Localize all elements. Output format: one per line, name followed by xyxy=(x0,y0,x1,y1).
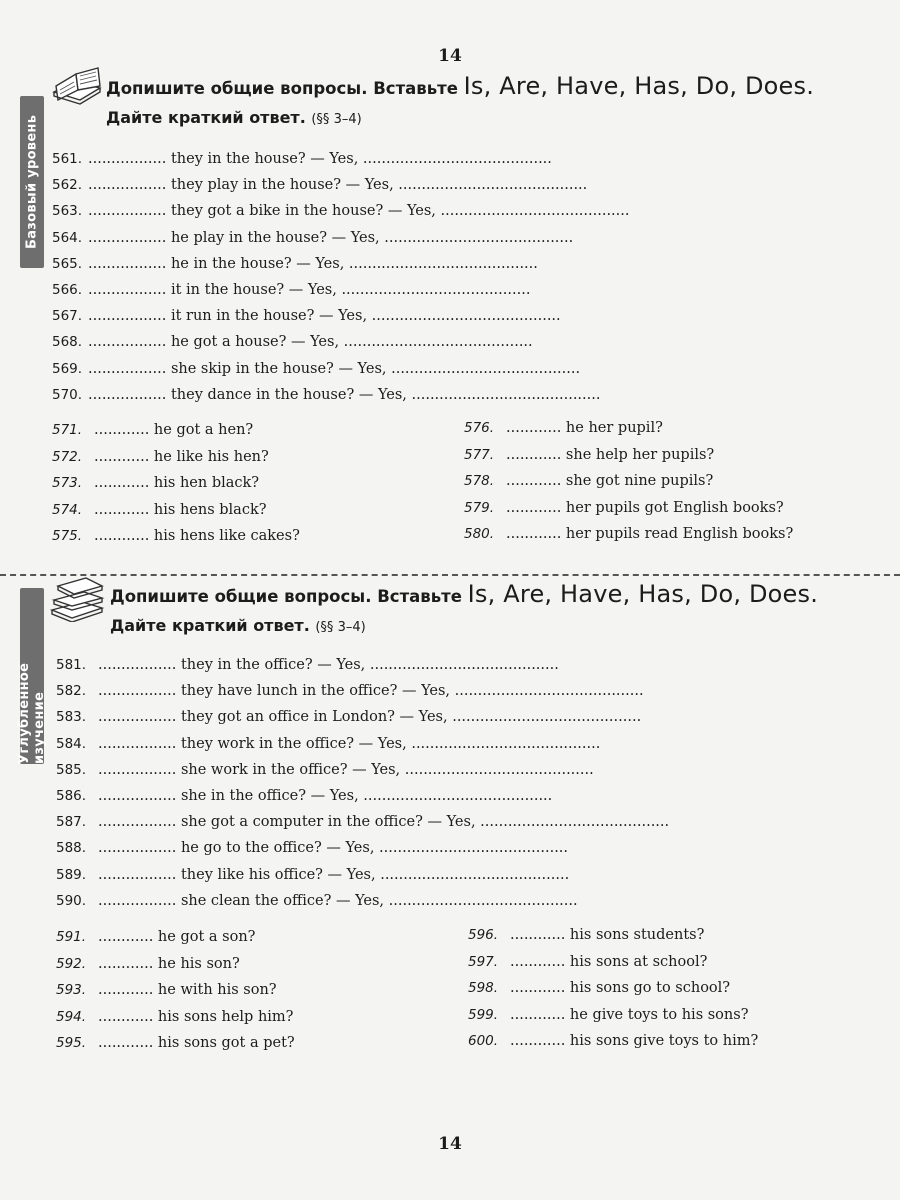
exercise-item xyxy=(52,356,630,382)
exercise-text: ................. they like his office? — Yes, ......................................... xyxy=(98,866,570,883)
exercise-item xyxy=(468,1002,758,1029)
exercise-text: ............ his sons help him? xyxy=(98,1008,294,1025)
exercise-item xyxy=(52,497,300,524)
exercise-text: ............ he got a hen? xyxy=(94,422,254,438)
exercise-number: 585. xyxy=(56,761,87,778)
exercise-item xyxy=(52,444,300,471)
exercise-heading xyxy=(110,580,818,608)
exercise-text: ................. they have lunch in the office? — Yes, ......................................... xyxy=(98,683,644,700)
exercise-number: 595. xyxy=(56,1035,87,1051)
exercise-text: ................. they got a bike in the house? — Yes, ......................................... xyxy=(88,203,630,220)
exercise-item xyxy=(56,704,669,730)
exercise-text: ................. she in the office? — Yes, ......................................... xyxy=(98,787,553,804)
exercise-text: ................. they got an office in London? — Yes, ......................................... xyxy=(98,709,642,726)
exercise-number: 563. xyxy=(52,203,83,220)
stacked-books-icon xyxy=(48,574,106,622)
exercise-text: ................. they dance in the house? — Yes, ......................................... xyxy=(88,386,601,403)
exercise-text: ................. they in the house? — Yes, ......................................... xyxy=(88,151,552,167)
exercise-number: 591. xyxy=(56,929,87,945)
exercise-text: ................. he go to the office? — Yes, ......................................... xyxy=(98,840,569,857)
exercise-number: 566. xyxy=(52,281,83,298)
exercise-number: 583. xyxy=(56,709,87,726)
exercise-number: 562. xyxy=(52,177,83,194)
exercise-number: 570. xyxy=(52,386,83,403)
exercise-item xyxy=(468,975,758,1002)
exercise-list-advanced-main xyxy=(56,652,669,914)
exercise-column-right xyxy=(464,415,793,548)
exercise-text: ................. she got a computer in the office? — Yes, ......................................... xyxy=(98,814,670,831)
exercise-text: ................. it run in the house? — Yes, ......................................... xyxy=(88,308,561,325)
exercise-item xyxy=(464,415,793,442)
exercise-number: 587. xyxy=(56,814,87,831)
section-basic-level xyxy=(0,62,900,562)
exercise-text: ............ he her pupil? xyxy=(506,420,663,436)
exercise-item xyxy=(52,198,630,224)
exercise-item xyxy=(56,757,669,783)
exercise-number: 598. xyxy=(468,980,499,996)
exercise-text: ............ her pupils read English books? xyxy=(506,526,794,542)
exercise-number: 564. xyxy=(52,229,83,246)
exercise-text: ................. they play in the house? — Yes, ......................................... xyxy=(88,177,588,194)
exercise-item xyxy=(56,977,295,1004)
exercise-text: ................. she skip in the house? — Yes, ......................................... xyxy=(88,360,581,377)
exercise-item xyxy=(56,888,669,914)
exercise-column-left xyxy=(52,417,300,550)
exercise-item xyxy=(52,225,630,251)
exercise-text: ................. they work in the office? — Yes, ......................................... xyxy=(98,735,601,752)
exercise-item xyxy=(56,1030,295,1057)
exercise-number: 590. xyxy=(56,892,87,909)
exercise-number: 571. xyxy=(52,422,83,438)
exercise-item xyxy=(468,922,758,949)
exercise-column-left xyxy=(56,924,295,1057)
exercise-text: ................. he in the house? — Yes, ......................................... xyxy=(88,255,538,272)
exercise-text: ............ his hens black? xyxy=(94,501,267,518)
exercise-item xyxy=(56,783,669,809)
exercise-text: ................. they in the office? — Yes, ......................................... xyxy=(98,657,559,673)
exercise-item xyxy=(56,1004,295,1031)
exercise-item xyxy=(464,468,793,495)
exercise-number: 597. xyxy=(468,953,499,970)
exercise-number: 579. xyxy=(464,499,495,516)
exercise-text: ............ she help her pupils? xyxy=(506,446,715,463)
exercise-number: 577. xyxy=(464,446,495,463)
side-tab-advanced-level: Углубленное изучение xyxy=(20,588,44,764)
exercise-number: 574. xyxy=(52,501,83,518)
exercise-item xyxy=(52,146,630,172)
exercise-item xyxy=(464,521,793,548)
side-tab-basic-level: Базовый уровень xyxy=(20,96,44,268)
page-number-bottom: 14 xyxy=(438,1134,462,1154)
exercise-number: 593. xyxy=(56,982,87,998)
exercise-number: 588. xyxy=(56,840,87,857)
exercise-item xyxy=(52,417,300,444)
exercise-item xyxy=(52,172,630,198)
exercise-number: 600. xyxy=(468,1033,499,1049)
exercise-column-right xyxy=(468,922,758,1055)
exercise-number: 567. xyxy=(52,308,83,325)
exercise-number: 582. xyxy=(56,683,87,700)
page-number-top: 14 xyxy=(438,46,462,66)
exercise-text: ............ he give toys to his sons? xyxy=(510,1006,749,1023)
exercise-text: ............ she got nine pupils? xyxy=(506,473,714,489)
exercise-text: ............ he got a son? xyxy=(98,929,256,945)
exercise-list-basic-main xyxy=(52,146,630,408)
exercise-item xyxy=(52,251,630,277)
exercise-item xyxy=(52,523,300,550)
exercise-number: 584. xyxy=(56,735,87,752)
exercise-number: 576. xyxy=(464,420,495,436)
exercise-number: 586. xyxy=(56,787,87,804)
subheading-reference: (§§ 3–4) xyxy=(315,620,366,635)
exercise-number: 589. xyxy=(56,866,87,883)
exercise-item xyxy=(52,382,630,408)
exercise-item xyxy=(56,809,669,835)
exercise-number: 596. xyxy=(468,927,499,943)
exercise-text: ............ he with his son? xyxy=(98,982,277,998)
exercise-item xyxy=(52,329,630,355)
exercise-text: ............ his hens like cakes? xyxy=(94,528,300,544)
exercise-item xyxy=(52,277,630,303)
exercise-text: ............ his hen black? xyxy=(94,475,260,491)
exercise-number: 581. xyxy=(56,657,87,673)
exercise-number: 569. xyxy=(52,360,83,377)
heading-instruction: Допишите общие вопросы. Вставьте xyxy=(106,79,458,98)
exercise-item xyxy=(56,652,669,678)
exercise-subheading xyxy=(110,616,366,635)
exercise-number: 578. xyxy=(464,473,495,489)
exercise-number: 599. xyxy=(468,1006,499,1023)
exercise-text: ................. she work in the office? — Yes, ......................................... xyxy=(98,761,594,778)
exercise-number: 572. xyxy=(52,448,83,465)
subheading-instruction: Дайте краткий ответ. xyxy=(110,616,310,635)
heading-word-list: Is, Are, Have, Has, Do, Does. xyxy=(463,72,815,100)
exercise-item xyxy=(56,731,669,757)
exercise-text: ............ his sons at school? xyxy=(510,953,708,970)
exercise-number: 575. xyxy=(52,528,83,544)
exercise-number: 592. xyxy=(56,955,87,972)
exercise-number: 565. xyxy=(52,255,83,272)
subheading-reference: (§§ 3–4) xyxy=(311,112,362,127)
exercise-text: ............ her pupils got English books? xyxy=(506,499,784,516)
exercise-item xyxy=(52,303,630,329)
exercise-number: 594. xyxy=(56,1008,87,1025)
exercise-text: ............ his sons students? xyxy=(510,927,705,943)
exercise-text: ................. it in the house? — Yes, ......................................... xyxy=(88,281,531,298)
exercise-item xyxy=(56,678,669,704)
section-advanced-level xyxy=(0,572,900,1072)
exercise-text: ............ his sons got a pet? xyxy=(98,1035,295,1051)
exercise-item xyxy=(56,951,295,978)
heading-instruction: Допишите общие вопросы. Вставьте xyxy=(110,587,462,606)
exercise-item xyxy=(56,835,669,861)
subheading-instruction: Дайте краткий ответ. xyxy=(106,108,306,127)
open-book-icon xyxy=(48,62,106,110)
exercise-text: ............ his sons give toys to him? xyxy=(510,1033,759,1049)
heading-word-list: Is, Are, Have, Has, Do, Does. xyxy=(467,580,819,608)
exercise-item xyxy=(56,862,669,888)
exercise-heading xyxy=(106,72,814,100)
exercise-number: 561. xyxy=(52,151,83,167)
exercise-number: 580. xyxy=(464,526,495,542)
exercise-text: ................. he got a house? — Yes, ......................................... xyxy=(88,334,533,351)
exercise-number: 573. xyxy=(52,475,83,491)
exercise-number: 568. xyxy=(52,334,83,351)
exercise-subheading xyxy=(106,108,362,127)
exercise-item xyxy=(464,442,793,469)
exercise-item xyxy=(468,949,758,976)
exercise-text: ............ he his son? xyxy=(98,955,240,972)
exercise-item xyxy=(56,924,295,951)
exercise-text: ................. she clean the office? — Yes, ......................................... xyxy=(98,892,578,909)
exercise-item xyxy=(52,470,300,497)
exercise-item xyxy=(468,1028,758,1055)
exercise-text: ............ he like his hen? xyxy=(94,448,269,465)
exercise-text: ............ his sons go to school? xyxy=(510,980,731,996)
exercise-item xyxy=(464,495,793,522)
exercise-text: ................. he play in the house? — Yes, ......................................... xyxy=(88,229,574,246)
